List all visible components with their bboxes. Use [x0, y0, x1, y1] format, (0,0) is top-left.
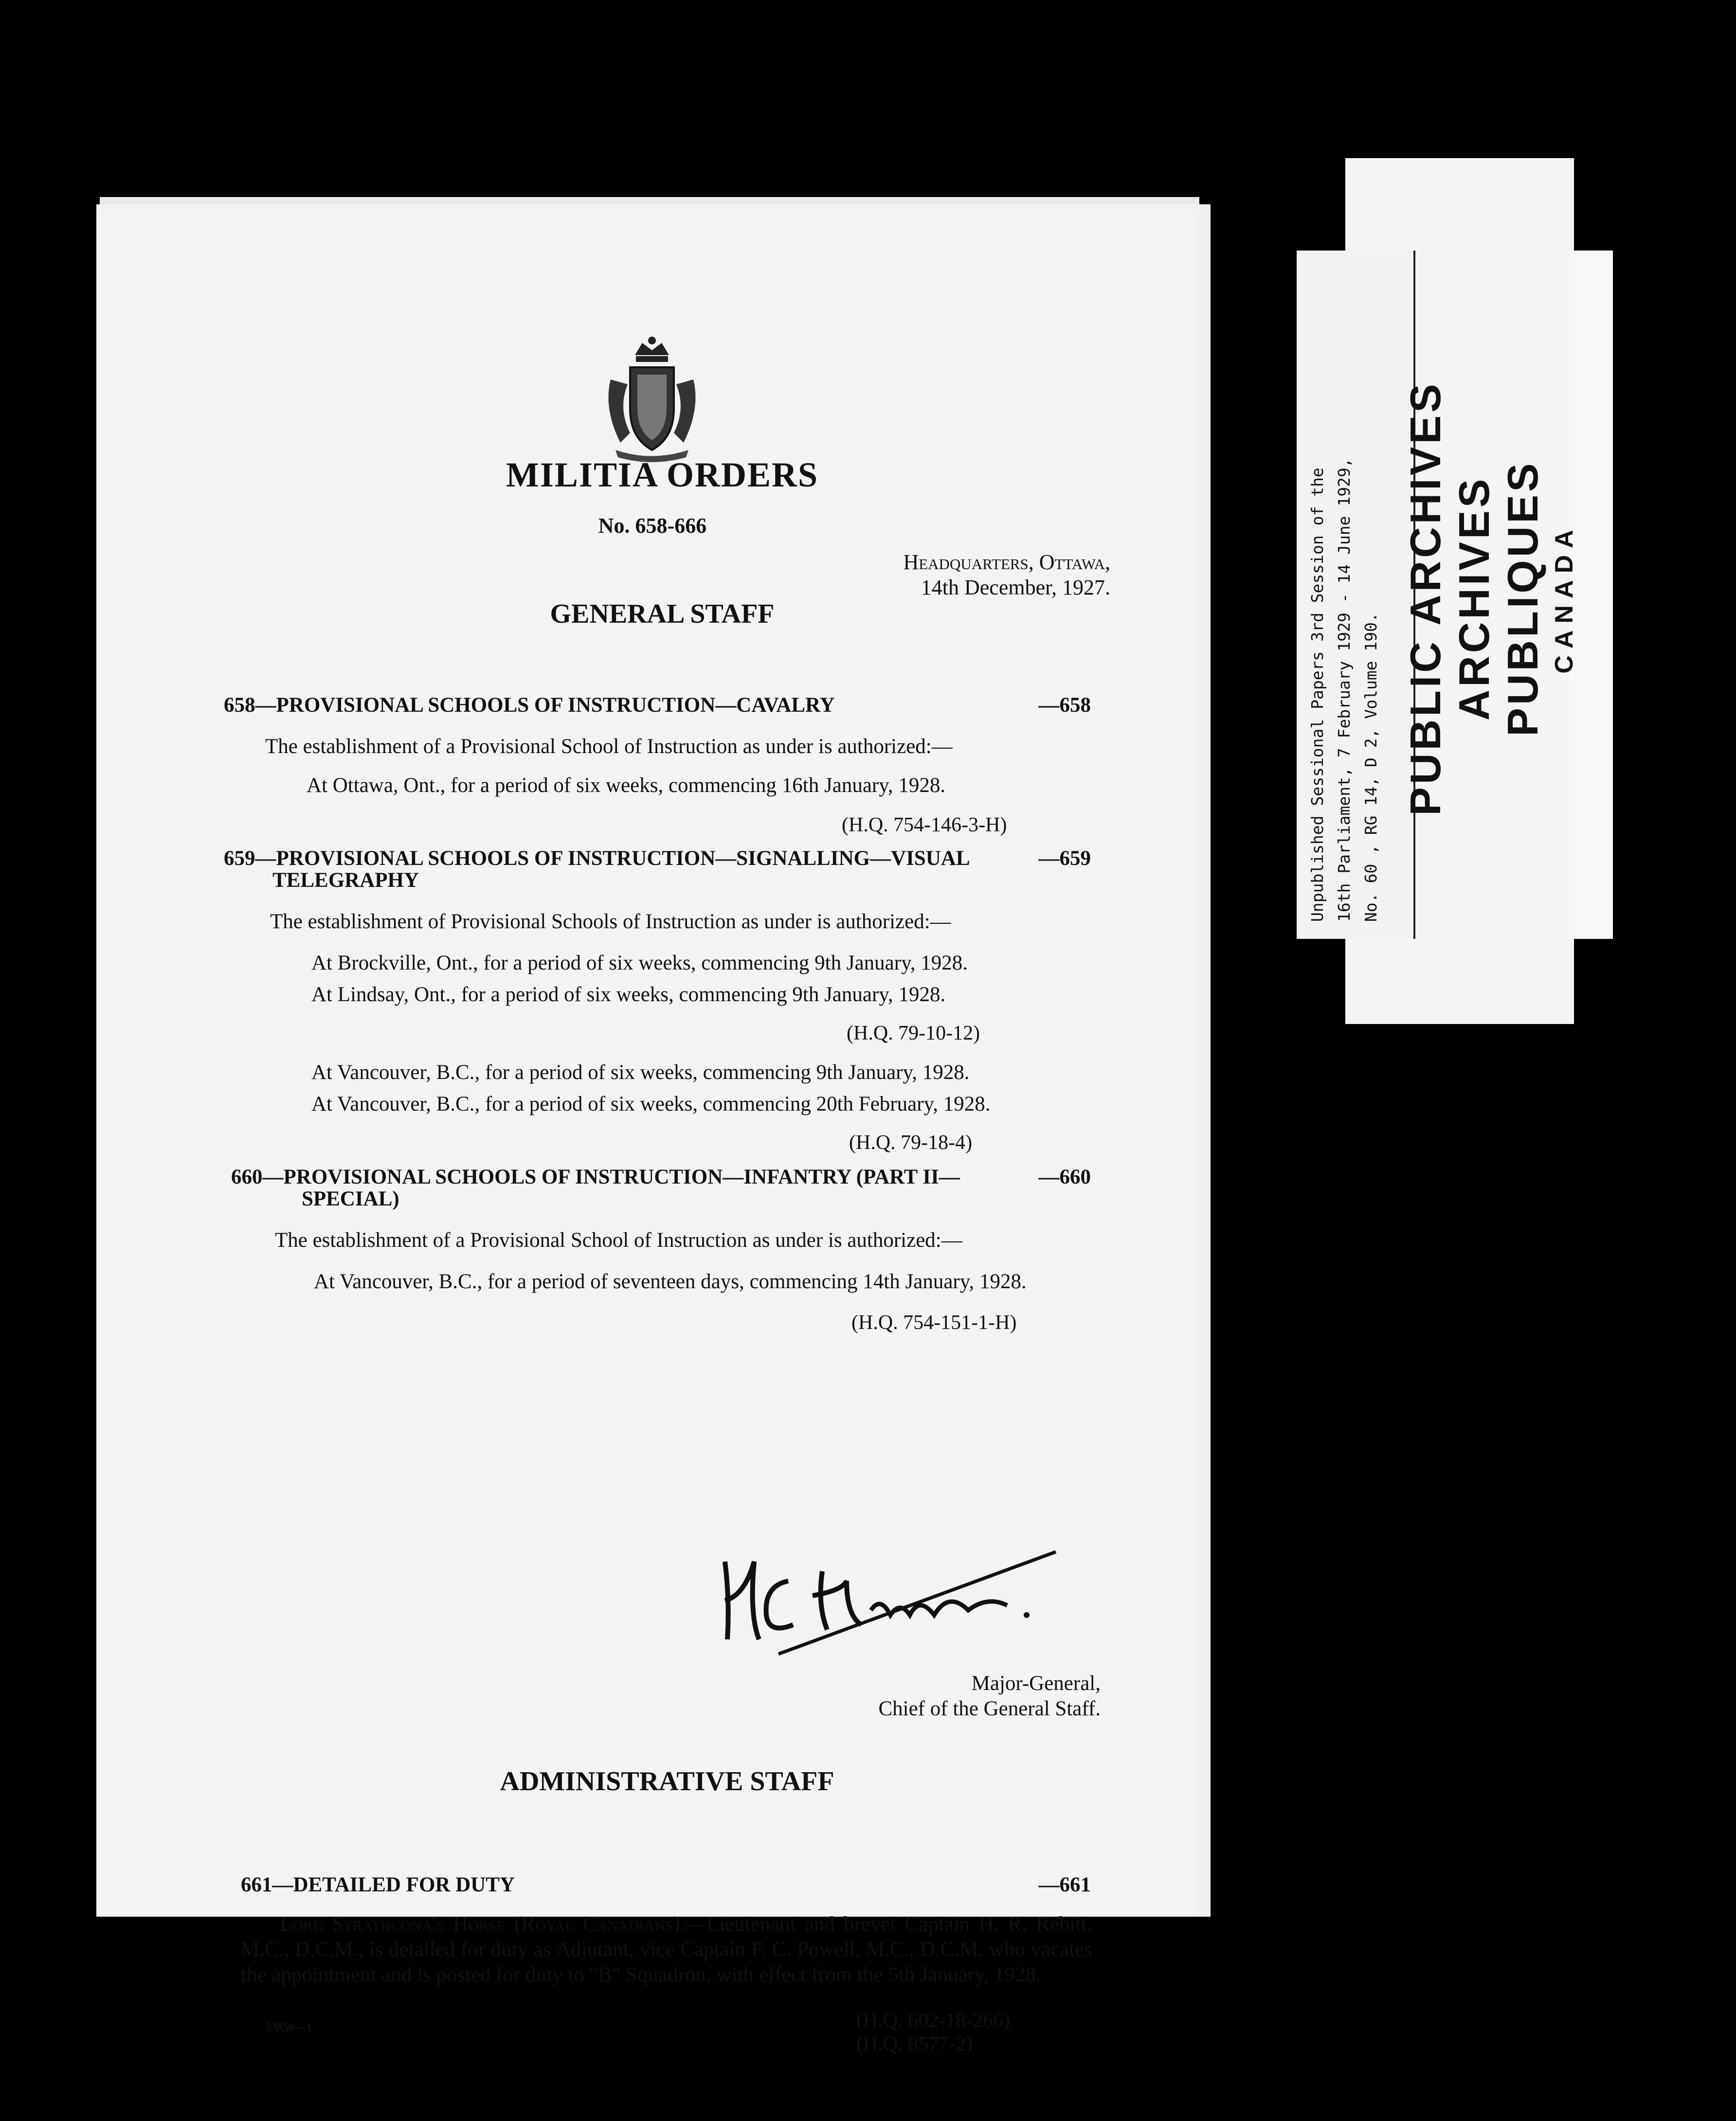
order-659-intro: The establishment of Provisional Schools of Instruction as under is authorized:— [270, 910, 951, 933]
signature-rank: Major-General, [971, 1672, 1101, 1695]
order-659-line-3: At Vancouver, B.C., for a period of six weeks, commencing 9th January, 1928. [311, 1061, 970, 1084]
order-659-line-1: At Brockville, Ont., for a period of six weeks, commencing 9th January, 1928. [311, 952, 968, 974]
order-660-number-right: —660 [1038, 1166, 1091, 1188]
signature-block [878, 1671, 1101, 1722]
order-661-ref-1: (H.Q. 602-18-266) [856, 2010, 1011, 2032]
headquarters-line: Headquarters, Ottawa, [903, 550, 1110, 574]
order-660-intro: The establishment of a Provisional School of Instruction as under is authorized:— [275, 1229, 962, 1252]
archive-label-line3: No. 60 , RG 14, D 2, Volume 190. [1361, 612, 1380, 922]
order-661-heading: 661—DETAILED FOR DUTY [241, 1873, 515, 1896]
order-659-heading: 659—PROVISIONAL SCHOOLS OF INSTRUCTION—SIGNALLING—VISUAL [224, 847, 970, 870]
order-661-number-right: —661 [1038, 1873, 1091, 1896]
order-660-heading: 660—PROVISIONAL SCHOOLS OF INSTRUCTION—INFANTRY (PART II— [231, 1166, 960, 1188]
order-658-heading: 658—PROVISIONAL SCHOOLS OF INSTRUCTION—CAVALRY [224, 694, 835, 717]
order-658-intro: The establishment of a Provisional School of Instruction as under is authorized:— [265, 735, 953, 758]
order-659-ref-1: (H.Q. 79-10-12) [847, 1022, 980, 1044]
order-658-number-right: —658 [1038, 694, 1091, 717]
archive-label-text [1304, 241, 1384, 922]
order-659-line-4: At Vancouver, B.C., for a period of six weeks, commencing 20th February, 1928. [311, 1093, 991, 1115]
order-660-ref: (H.Q. 754-151-1-H) [851, 1312, 1017, 1334]
archive-label-line1: Unpublished Sessional Papers 3rd Session of the [1308, 467, 1327, 922]
order-661-ref-2: (H.Q. 8577-2) [856, 2033, 973, 2055]
stamp-archives-publiques: ARCHIVES PUBLIQUES [1450, 460, 1547, 737]
order-659-ref-2: (H.Q. 79-18-4) [849, 1132, 973, 1154]
coat-of-arms-icon [601, 336, 703, 462]
page-title: MILITIA ORDERS [506, 455, 819, 494]
order-659-heading-2: TELEGRAPHY [272, 869, 419, 892]
print-code: 53850—1 [265, 2021, 312, 2034]
order-658-line-1: At Ottawa, Ont., for a period of six weeks, commencing 16th January, 1928. [307, 774, 946, 797]
archive-label-line2: 16th Parliament, 7 February 1929 - 14 June 1929, [1335, 458, 1354, 922]
section-administrative-staff: ADMINISTRATIVE STAFF [500, 1766, 834, 1797]
order-660-heading-2: SPECIAL) [302, 1187, 399, 1210]
order-660-line-1: At Vancouver, B.C., for a period of seventeen days, commencing 14th January, 1928. [314, 1270, 1027, 1293]
stamp-canada: CANADA [1550, 523, 1578, 674]
issue-date: 14th December, 1927. [921, 575, 1110, 599]
document-page [97, 209, 1198, 2055]
order-659-number-right: —659 [1038, 847, 1091, 870]
signature-image [715, 1542, 1066, 1659]
order-661-lead: Lord Strathcona's Horse (Royal Canadians). [280, 1913, 686, 1936]
stamp-public-archives: PUBLIC ARCHIVES [1401, 381, 1449, 816]
order-659-line-2: At Lindsay, Ont., for a period of six weeks, commencing 9th January, 1928. [311, 983, 946, 1006]
order-range: No. 658-666 [598, 514, 707, 538]
order-658-ref: (H.Q. 754-146-3-H) [842, 814, 1007, 836]
section-general-staff: GENERAL STAFF [550, 599, 775, 629]
order-661-body: —Lieutenant and brevet Captain H. R. Rebitt, M.C., D.C.M., is detailed for duty as Adjutant, vice Captain F. C. Powell, M.C., D.C.M. who vacates the appointment and is posted for duty to "B" Squadron, with effect from the 5th January, 1928. [241, 1913, 1092, 1986]
archive-stamp [1401, 355, 1581, 842]
signature-title: Chief of the General Staff. [878, 1697, 1101, 1720]
order-661-paragraph [241, 1912, 1092, 1988]
headquarters-block [903, 550, 1110, 600]
